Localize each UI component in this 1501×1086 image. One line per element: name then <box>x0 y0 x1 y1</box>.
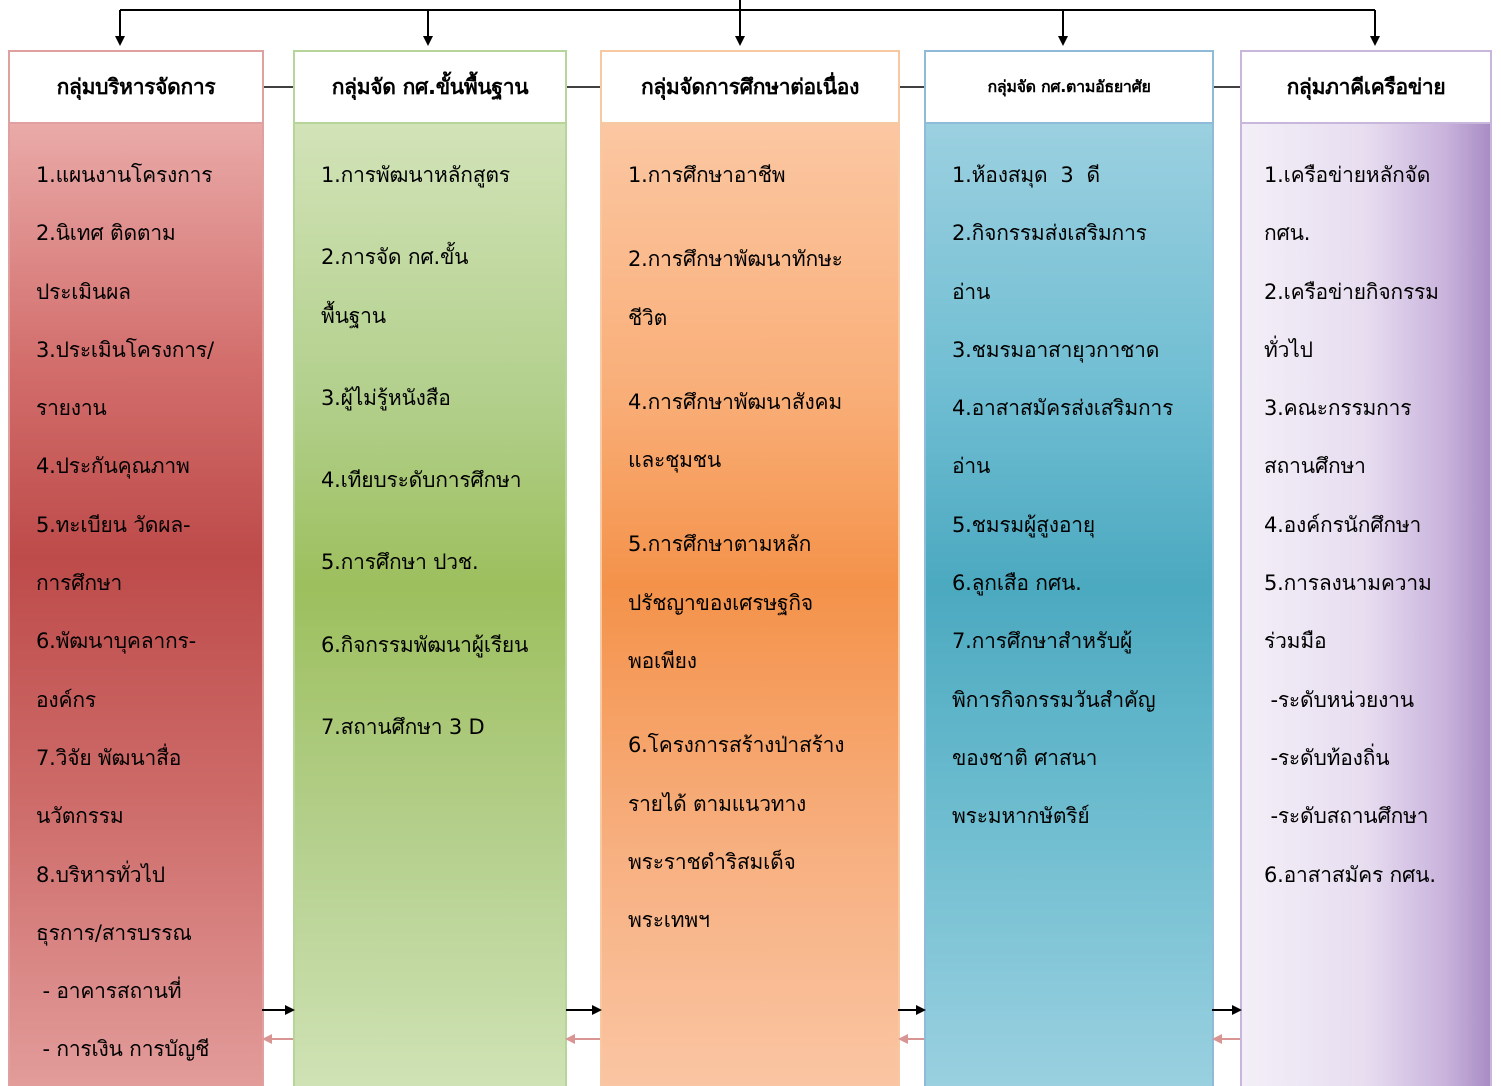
list-item: ของชาติ ศาสนา <box>952 745 1098 770</box>
list-item: การศึกษา <box>36 571 123 596</box>
list-item: 4.ประกันคุณภาพ <box>36 454 190 479</box>
column-header: กลุ่มจัด กศ.ตามอัธยาศัย <box>926 52 1212 124</box>
list-item: ประเมินผล <box>36 279 131 304</box>
list-item: 1.ห้องสมุด 3 ดี <box>952 163 1100 187</box>
column-network-partners <box>1240 50 1492 1086</box>
list-item: นวัตกรรม <box>36 804 124 829</box>
list-item: 5.การศึกษา ปวช. <box>321 550 479 575</box>
list-item: -ระดับสถานศึกษา <box>1264 804 1429 829</box>
list-item: 4.การศึกษาพัฒนาสังคม และชุมชน <box>628 389 843 473</box>
list-item: 3.ผู้ไม่รู้หนังสือ <box>321 385 451 410</box>
list-item: 8.บริหารทั่วไป <box>36 862 165 887</box>
list-item: กศน. <box>1264 221 1311 246</box>
column-informal-education <box>924 50 1214 1086</box>
list-item: 2.กิจกรรมส่งเสริมการ <box>952 221 1147 246</box>
list-item: 4.เทียบระดับการศึกษา <box>321 468 522 493</box>
list-item: -ระดับหน่วยงาน <box>1264 687 1414 712</box>
column-body <box>10 124 262 1086</box>
list-item: - การเงิน การบัญชี <box>36 1037 210 1062</box>
list-item: 2.การจัด กศ.ขั้น พื้นฐาน <box>321 245 469 328</box>
list-item: 3.ประเมินโครงการ/ <box>36 337 214 362</box>
column-body <box>1242 124 1490 1086</box>
column-body <box>926 124 1212 1086</box>
list-item: 1.เครือข่ายหลักจัด <box>1264 163 1431 187</box>
list-item: องค์กร <box>36 687 96 712</box>
list-item: รายงาน <box>36 396 107 421</box>
list-item: พระมหากษัตริย์ <box>952 804 1090 829</box>
list-item: 4.องค์กรนักศึกษา <box>1264 512 1422 537</box>
column-admin <box>8 50 264 1086</box>
list-item: ทั่วไป <box>1264 337 1313 362</box>
list-item: 3.ชมรมอาสายุวกาชาด <box>952 337 1160 362</box>
list-item: 6.ลูกเสือ กศน. <box>952 571 1082 596</box>
column-body <box>295 124 565 1086</box>
list-item: 4.อาสาสมัครส่งเสริมการ <box>952 396 1174 421</box>
list-item: พิการกิจกรรมวันสำคัญ <box>952 687 1156 712</box>
list-item: 6.อาสาสมัคร กศน. <box>1264 862 1436 887</box>
list-item: 6.กิจกรรมพัฒนาผู้เรียน <box>321 632 529 657</box>
list-item: สถานศึกษา <box>1264 454 1366 479</box>
list-item: 7.การศึกษาสำหรับผู้ <box>952 629 1133 654</box>
list-item: 3.คณะกรรมการ <box>1264 396 1412 421</box>
list-item: 5.การศึกษาตามหลัก ปรัชญาของเศรษฐกิจ พอเพียง <box>628 532 814 674</box>
list-item: ธุรการ/สารบรรณ <box>36 920 192 945</box>
list-item: 2.เครือข่ายกิจกรรม <box>1264 279 1439 304</box>
list-item: 1.การพัฒนาหลักสูตร <box>321 163 510 187</box>
list-item: 2.การศึกษาพัฒนาทักษะ ชีวิต <box>628 247 843 330</box>
column-continuing-education <box>600 50 900 1086</box>
column-header: กลุ่มจัดการศึกษาต่อเนื่อง <box>602 52 898 124</box>
list-item: ร่วมมือ <box>1264 629 1327 654</box>
column-basic-education <box>293 50 567 1086</box>
list-item: 5.ชมรมผู้สูงอายุ <box>952 512 1095 537</box>
list-item: 5.ทะเบียน วัดผล- <box>36 512 191 537</box>
list-item: 6.โครงการสร้างป่าสร้าง รายได้ ตามแนวทาง พระราชดำริสมเด็จ พระเทพฯ <box>628 733 845 933</box>
list-item: 7.สถานศึกษา 3 D <box>321 715 485 740</box>
list-item: 7.วิจัย พัฒนาสื่อ <box>36 745 182 770</box>
list-item: -ระดับท้องถิ่น <box>1264 745 1390 770</box>
column-header: กลุ่มภาคีเครือข่าย <box>1242 52 1490 124</box>
list-item: - อาคารสถานที่ <box>36 979 182 1004</box>
list-item: อ่าน <box>952 279 991 304</box>
list-item: 2.นิเทศ ติดตาม <box>36 221 176 246</box>
list-item: อ่าน <box>952 454 991 479</box>
list-item: 1.การศึกษาอาชีพ <box>628 163 786 187</box>
column-header: กลุ่มบริหารจัดการ <box>10 52 262 124</box>
list-item: 6.พัฒนาบุคลากร- <box>36 629 197 654</box>
column-body <box>602 124 898 1086</box>
list-item: 5.การลงนามความ <box>1264 571 1432 596</box>
list-item: 1.แผนงานโครงการ <box>36 163 213 187</box>
column-header: กลุ่มจัด กศ.ขั้นพื้นฐาน <box>295 52 565 124</box>
